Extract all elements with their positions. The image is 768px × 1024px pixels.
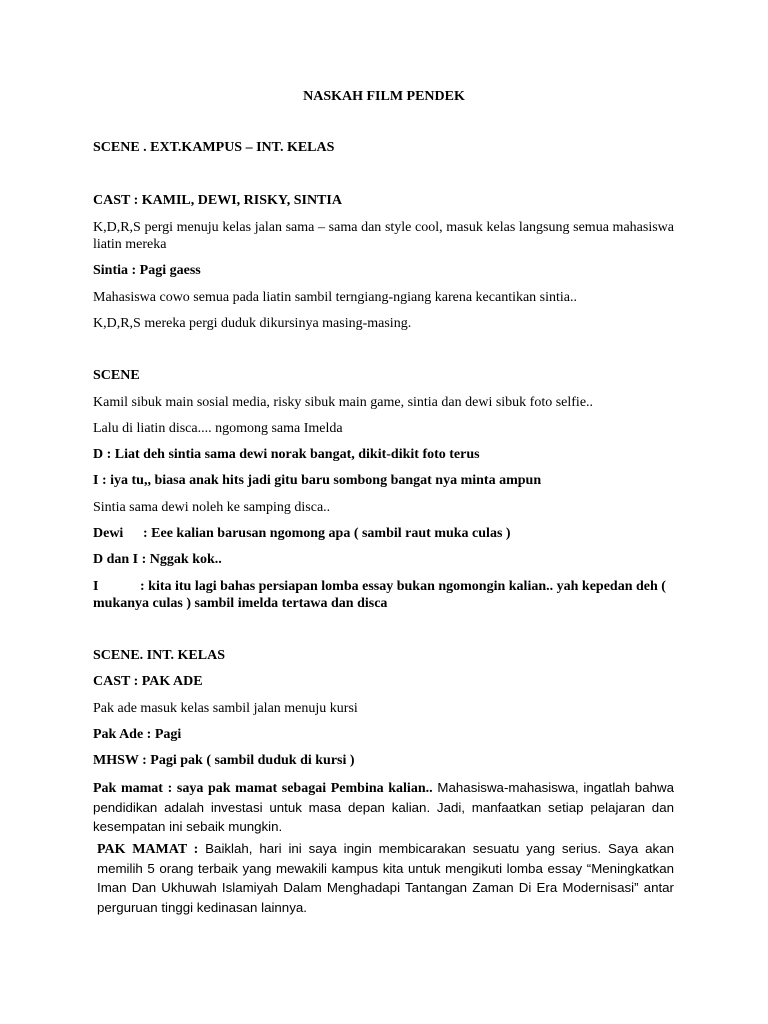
- dialogue-pak-mamat-2: [97, 840, 674, 918]
- scene-heading-2: SCENE: [93, 368, 140, 383]
- pak-mamat-text-2: Baiklah, hari ini saya ingin membicarakan sesuatu yang serius. Saya akan memilih 5 orang terbaik yang mewakili kampus kita untuk mengikuti lomba essay “Meningkatkan Iman Dan Ukhuwah Islamiyah Dalam Menghadapi Tantangan Zaman Di Era Modernisasi” antar perguruan tinggi kedinasan lainnya.: [97, 841, 675, 915]
- paragraph-sit-down: K,D,R,S mereka pergi duduk dikursinya masing-masing.: [93, 316, 412, 331]
- cast-line-3: CAST : PAK ADE: [93, 674, 203, 689]
- dialogue-d: D : Liat deh sintia sama dewi norak bangat, dikit-dikit foto terus: [93, 447, 480, 462]
- pak-mamat-speaker-1: Pak mamat : saya pak mamat sebagai Pembina kalian..: [93, 781, 433, 796]
- dialogue-i-line-2: mukanya culas ) sambil imelda tertawa dan disca: [93, 596, 388, 611]
- pak-mamat-text-1: Mahasiswa-mahasiswa, ingatlah bahwa pendidikan adalah investasi untuk masa depan kalian. Jadi, manfaatkan setiap pelajaran dan kesempatan ini sebaik mungkin.: [93, 780, 674, 834]
- dialogue-i-line-1: [93, 578, 674, 595]
- paragraph-entering-class: K,D,R,S pergi menuju kelas jalan sama – sama dan style cool, masuk kelas langsung semua mahasiswa liatin mereka: [93, 220, 674, 252]
- scene-heading-3: SCENE. INT. KELAS: [93, 648, 226, 663]
- dialogue-i-speaker: I: [93, 579, 99, 594]
- dialogue-i: I : iya tu,, biasa anak hits jadi gitu baru sombong bangat nya minta ampun: [93, 473, 542, 488]
- dialogue-dewi-text: : Eee kalian barusan ngomong apa ( sambil raut muka culas ): [143, 526, 511, 541]
- paragraph-turn: Sintia sama dewi noleh ke samping disca..: [93, 500, 331, 515]
- dialogue-sintia: Sintia : Pagi gaess: [93, 263, 201, 278]
- paragraph-watched: Lalu di liatin disca.... ngomong sama Imelda: [93, 421, 343, 436]
- cast-line-1: CAST : KAMIL, DEWI, RISKY, SINTIA: [93, 193, 342, 208]
- paragraph-students-stare: Mahasiswa cowo semua pada liatin sambil terngiang-ngiang karena kecantikan sintia..: [93, 290, 578, 305]
- dialogue-dewi: [93, 525, 674, 542]
- dialogue-mhsw: MHSW : Pagi pak ( sambil duduk di kursi ): [93, 753, 355, 768]
- paragraph-pak-ade-enters: Pak ade masuk kelas sambil jalan menuju kursi: [93, 701, 358, 716]
- dialogue-d-dan-i: D dan I : Nggak kok..: [93, 552, 222, 567]
- dialogue-i-text-1: : kita itu lagi bahas persiapan lomba essay bukan ngomongin kalian.. yah kepedan deh (: [140, 579, 666, 594]
- document-title: NASKAH FILM PENDEK: [303, 89, 465, 104]
- dialogue-dewi-speaker: Dewi: [93, 526, 124, 541]
- pak-mamat-speaker-2: PAK MAMAT :: [97, 842, 199, 857]
- scene-heading-1: SCENE . EXT.KAMPUS – INT. KELAS: [93, 140, 335, 155]
- dialogue-pak-mamat-1: [93, 779, 674, 838]
- dialogue-pak-ade: Pak Ade : Pagi: [93, 727, 182, 742]
- paragraph-busy: Kamil sibuk main sosial media, risky sibuk main game, sintia dan dewi sibuk foto selfie..: [93, 395, 594, 410]
